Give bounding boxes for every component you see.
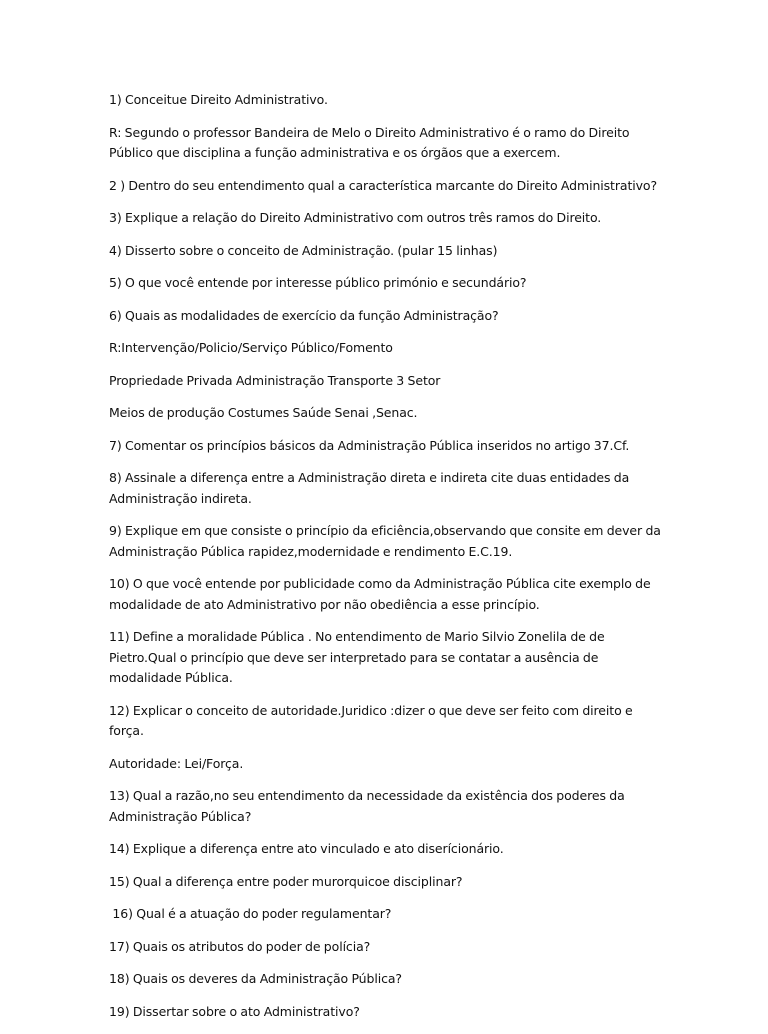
- question-6: 6) Quais as modalidades de exercício da função Administração?: [109, 307, 499, 323]
- answer-6-line-3: Meios de produção Costumes Saúde Senai ,Senac.: [109, 405, 418, 420]
- answer-6-line-1: R:Intervenção/Policio/Serviço Público/Fomento: [109, 340, 393, 355]
- question-14: 14) Explique a diferença entre ato vinculado e ato diserícionário.: [109, 841, 504, 856]
- question-8: 8) Assinale a diferença entre a Administração direta e indireta cite duas entidades da Administração indireta.: [109, 470, 630, 506]
- question-19: 19) Dissertar sobre o ato Administrativo?: [109, 1003, 360, 1019]
- question-4: 4) Disserto sobre o conceito de Administração. (pular 15 linhas): [109, 242, 498, 258]
- question-18: 18) Quais os deveres da Administração Pública?: [109, 971, 402, 986]
- question-7: 7) Comentar os princípios básicos da Administração Pública inseridos no artigo 37.Cf.: [109, 437, 630, 453]
- question-16: 16) Qual é a atuação do poder regulamentar?: [109, 906, 392, 921]
- question-15: 15) Qual a diferença entre poder murorquicoe disciplinar?: [109, 873, 463, 889]
- question-9: 9) Explique em que consiste o princípio da eficiência,observando que consite em dever da Administração Pública rapidez,modernidade e rendimento E.C.19.: [109, 523, 661, 559]
- question-1: 1) Conceitue Direito Administrativo.: [109, 92, 328, 107]
- question-10: 10) O que você entende por publicidade como da Administração Pública cite exemplo de modalidade de ato Administrativo por não obediência a esse princípio.: [109, 576, 651, 612]
- question-3: 3) Explique a relação do Direito Administrativo com outros três ramos do Direito.: [109, 210, 602, 225]
- answer-6-line-2: Propriedade Privada Administração Transporte 3 Setor: [109, 372, 441, 388]
- answer-1: R: Segundo o professor Bandeira de Melo o Direito Administrativo é o ramo do Direito Público que disciplina a função administrativa e os órgãos que a exercem.: [109, 124, 630, 160]
- question-11: 11) Define a moralidade Pública . No entendimento de Mario Silvio Zonelila de de Pietro.Qual o princípio que deve ser interpretado para se contatar a ausência de modalidade Pública.: [109, 629, 605, 685]
- document-page: [109, 90, 669, 1034]
- question-5: 5) O que você entende por interesse público primónio e secundário?: [109, 275, 527, 290]
- question-13: 13) Qual a razão,no seu entendimento da necessidade da existência dos poderes da Administração Pública?: [109, 788, 625, 824]
- question-12: 12) Explicar o conceito de autoridade.Juridico :dizer o que deve ser feito com direito e força.: [109, 702, 633, 738]
- answer-12: Autoridade: Lei/Força.: [109, 755, 244, 771]
- question-2: 2 ) Dentro do seu entendimento qual a característica marcante do Direito Administrativo?: [109, 177, 657, 193]
- question-17: 17) Quais os atributos do poder de polícia?: [109, 938, 371, 954]
